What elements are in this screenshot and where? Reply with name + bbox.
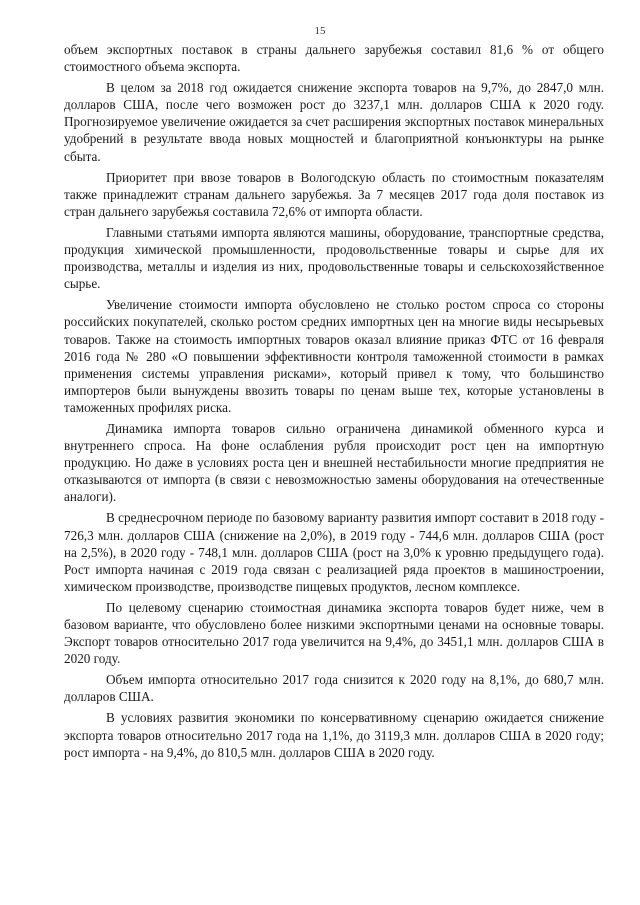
paragraph-import-priority: Приоритет при ввозе товаров в Вологодскую область по стоимостным показателям также принадлежит странам дальнего зарубежья. За 7 месяцев 2017 года доля поставок из стран дальнего зарубежья составила 72,6% от импорта области. bbox=[64, 169, 604, 219]
paragraph-target-scenario-export: По целевому сценарию стоимостная динамика экспорта товаров будет ниже, чем в базовом варианте, что обусловлено более низкими экспортными ценами на основные товары. Экспорт товаров относительно 2017 года увеличится на 9,4%, до 3451,1 млн. долларов США в 2020 году. bbox=[64, 599, 604, 667]
paragraph-import-cost-growth: Увеличение стоимости импорта обусловлено не столько ростом спроса со стороны российских покупателей, сколько ростом средних импортных цен на многие виды несырьевых товаров. Также на стоимость импортных товаров оказал влияние приказ ФТС от 16 февраля 2016 года № 280 «О повышении эффективности контроля таможенной стоимости в рамках применения системы управления рисками», который привел к тому, что большинство импортеров были вынуждены ввозить товары по ценам выше тех, которые установлены в таможенных профилях риска. bbox=[64, 297, 604, 415]
paragraph-import-dynamics: Динамика импорта товаров сильно ограничена динамикой обменного курса и внутреннего спроса. На фоне ослабления рубля происходит рост цен на импортную продукцию. Но даже в условиях роста цен и внешней нестабильности многие предприятия не отказываются от импорта (в связи с невозможностью замены оборудования на отечественные аналоги). bbox=[64, 420, 604, 505]
document-body bbox=[64, 41, 604, 761]
paragraph-export-share: объем экспортных поставок в страны дальнего зарубежья составил 81,6 % от общего стоимостного объема экспорта. bbox=[64, 42, 604, 75]
paragraph-base-scenario: В среднесрочном периоде по базовому варианту развития импорт составит в 2018 году - 726,3 млн. долларов США (снижение на 2,0%), в 2019 году - 744,6 млн. долларов США (рост на 2,5%), в 2020 году - 748,1 млн. долларов США (рост на 3,0% к уровню предыдущего года). Рост импорта начиная с 2019 года связан с реализацией ряда проектов в машиностроении, химическом производстве, производстве пищевых продуктов, лесном комплексе. bbox=[64, 510, 604, 594]
paragraph-import-items: Главными статьями импорта являются машины, оборудование, транспортные средства, продукция химической промышленности, продовольственные товары и сырье для их производства, металлы и изделия из них, продовольственные товары и сельскохозяйственное сырье. bbox=[64, 224, 604, 292]
paragraph-conservative-scenario: В условиях развития экономики по консервативному сценарию ожидается снижение экспорта товаров относительно 2017 года на 1,1%, до 3119,3 млн. долларов США в 2020 году; рост импорта - на 9,4%, до 810,5 млн. долларов США в 2020 году. bbox=[64, 710, 604, 760]
paragraph-target-scenario-import: Объем импорта относительно 2017 года снизится к 2020 году на 8,1%, до 680,7 млн. долларов США. bbox=[64, 672, 604, 705]
page-number: 15 bbox=[314, 25, 326, 37]
paragraph-export-forecast-2018: В целом за 2018 год ожидается снижение экспорта товаров на 9,7%, до 2847,0 млн. долларов США, после чего возможен рост до 3237,1 млн. долларов США к 2020 году. Прогнозируемое увеличение ожидается за счет расширения экспортных поставок минеральных удобрений в результате ввода новых мощностей и благоприятной конъюнктуры на рынке сбыта. bbox=[64, 80, 604, 164]
